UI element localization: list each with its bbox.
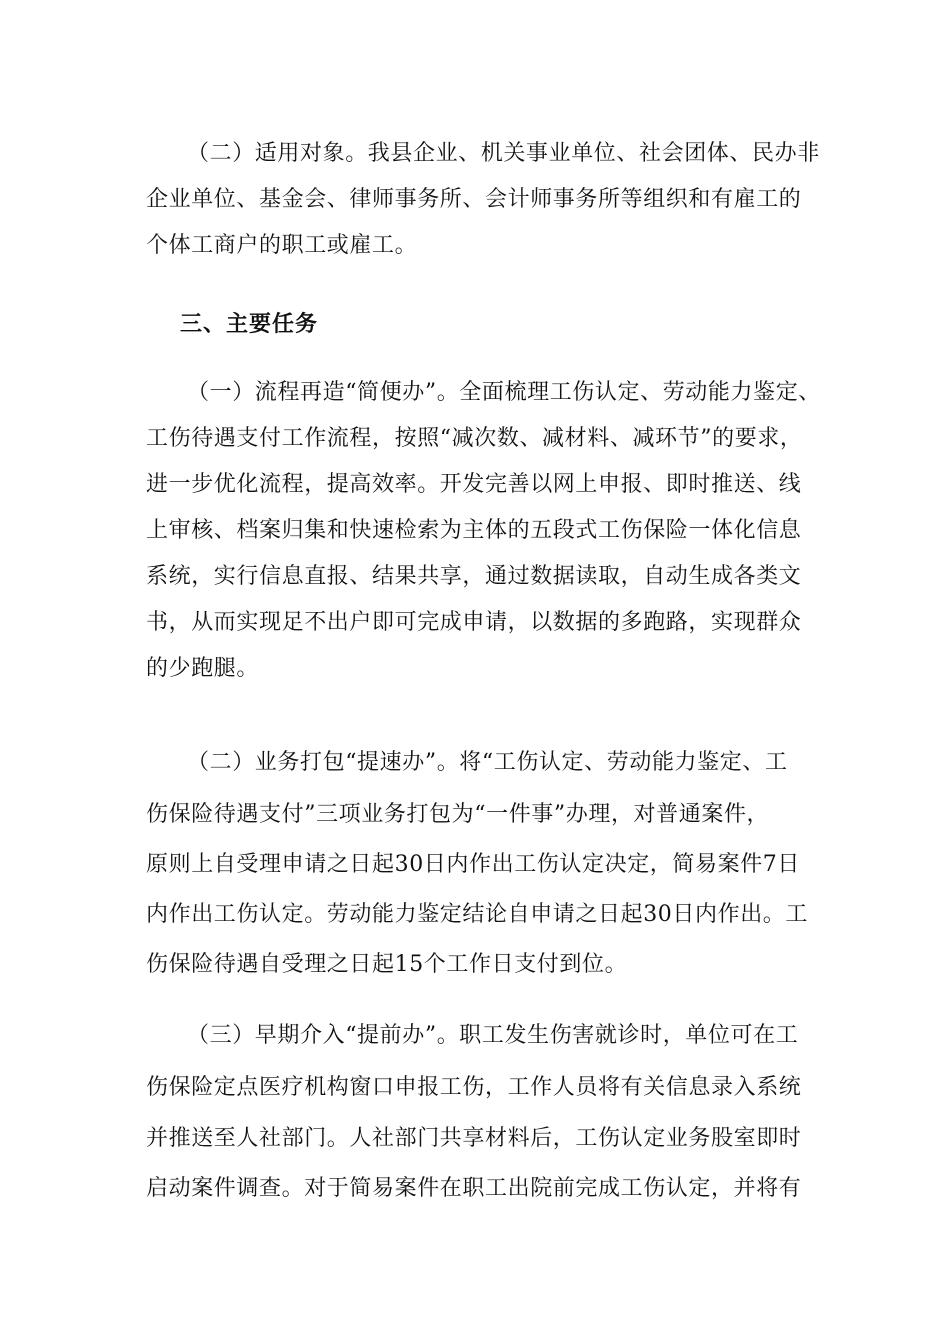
paragraph-line: （二）适用对象。我县企业、机关事业单位、社会团体、民办非 [187,141,820,166]
paragraph-line: 伤保险定点医疗机构窗口申报工伤，工作人员将有关信息录入系统 [146,1075,802,1100]
paragraph-line: 原则上自受理申请之日起30日内作出工伤认定决定，简易案件7日 [146,852,800,877]
paragraph-line: 伤保险待遇自受理之日起15个工作日支付到位。 [146,952,628,977]
paragraph-line: 启动案件调查。对于简易案件在职工出院前完成工伤认定，并将有 [146,1176,802,1201]
paragraph-line: （一）流程再造“简便办”。全面梳理工伤认定、劳动能力鉴定、 [187,380,821,405]
paragraph-line: 上审核、档案归集和快速检索为主体的五段式工伤保险一体化信息 [146,518,802,543]
paragraph-line: 内作出工伤认定。劳动能力鉴定结论自申请之日起30日内作出。工 [146,902,808,927]
paragraph-line: 并推送至人社部门。人社部门共享材料后，工伤认定业务股室即时 [146,1126,802,1151]
paragraph-line: 系统，实行信息直报、结果共享，通过数据读取，自动生成各类文 [146,564,802,589]
paragraph-line: 工伤待遇支付工作流程，按照“减次数、减材料、减环节”的要求， [146,426,803,451]
paragraph-line: 企业单位、基金会、律师事务所、会计师事务所等组织和有雇工的 [146,187,802,212]
paragraph-line: 的少跑腿。 [146,656,260,681]
paragraph-line: 进一步优化流程，提高效率。开发完善以网上申报、即时推送、线 [146,472,802,497]
paragraph-line: （二）业务打包“提速办”。将“工伤认定、劳动能力鉴定、工 [187,750,788,775]
paragraph-line: 伤保险待遇支付”三项业务打包为“一件事”办理，对普通案件， [146,802,770,827]
paragraph-line: 书，从而实现足不出户即可完成申请，以数据的多跑路，实现群众 [146,610,802,635]
section-heading: 三、主要任务 [180,312,319,337]
paragraph-line: （三）早期介入“提前办”。职工发生伤害就诊时，单位可在工 [187,1023,799,1048]
paragraph-line: 个体工商户的职工或雇工。 [146,233,418,258]
